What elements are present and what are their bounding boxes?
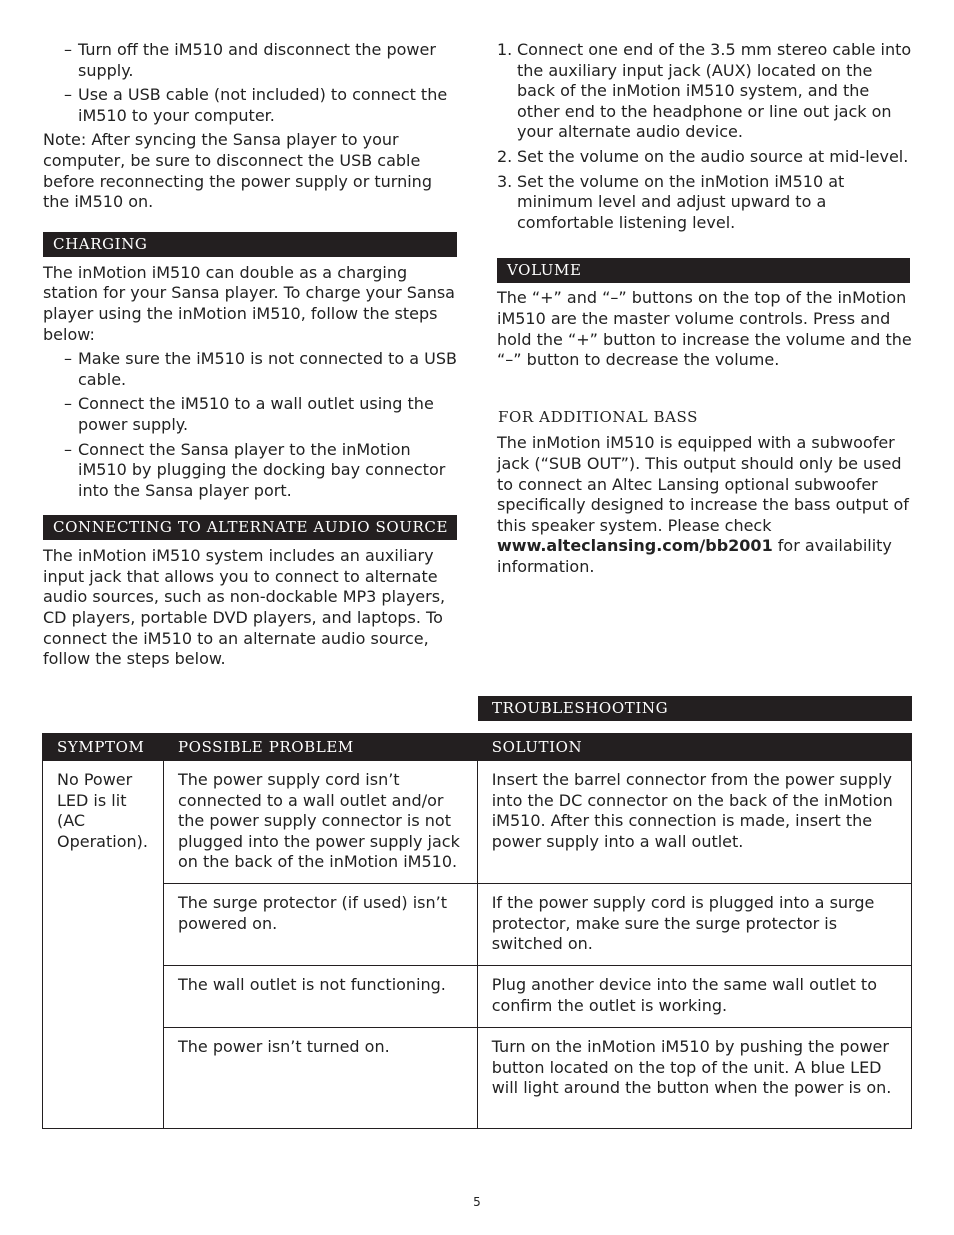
solution-cell: If the power supply cord is plugged into a surge protector, make sure the surge protector is switched on. <box>477 884 911 966</box>
page-number: 5 <box>473 1195 481 1209</box>
bass-body: The inMotion iM510 is equipped with a subwoofer jack (“SUB OUT”). This output should only be used to connect an Altec Lansing optional subwoofer specifically designed to increase the bass output of this speaker system. Please check www.alteclansing.com/bb2001 for availability information. <box>497 433 909 576</box>
troubleshooting-table <box>42 733 912 1129</box>
charging-heading: CHARGING <box>43 232 457 257</box>
aux-steps <box>497 40 913 233</box>
col-possible-problem: POSSIBLE PROBLEM <box>163 734 477 761</box>
right-column <box>497 40 913 577</box>
left-column <box>43 40 457 670</box>
list-item: 3. Set the volume on the inMotion iM510 at minimum level and adjust upward to a comfortable listening level. <box>497 171 845 232</box>
volume-heading: VOLUME <box>497 258 910 283</box>
bass-link[interactable]: www.alteclansing.com/bb2001 <box>497 536 773 556</box>
alt-audio-heading: CONNECTING TO ALTERNATE AUDIO SOURCE <box>43 515 457 540</box>
volume-body: The “+” and “–” buttons on the top of the inMotion iM510 are the master volume controls. Press and hold the “+” button to increase the volume and the “–” button to decrease the volume. <box>497 288 912 370</box>
solution-cell: Turn on the inMotion iM510 by pushing the power button located on the top of the unit. A blue LED will light around the button when the power is on. <box>477 1028 911 1129</box>
alt-audio-body: The inMotion iM510 system includes an auxiliary input jack that allows you to connect to alternate audio sources, such as non-dockable MP3 players, CD players, portable DVD players, and laptops. To connect the iM510 to an alternate audio source, follow the steps below. <box>43 546 446 669</box>
list-item: – Connect the Sansa player to the inMotion iM510 by plugging the docking bay connector into the Sansa player port. <box>64 439 446 500</box>
table-header-row <box>43 734 912 761</box>
list-item: – Use a USB cable (not included) to connect the iM510 to your computer. <box>64 85 448 125</box>
symptom-cell: No Power LED is lit (AC Operation). <box>43 761 164 1129</box>
table-row <box>43 966 912 1028</box>
list-item: 1. Connect one end of the 3.5 mm stereo cable into the auxiliary input jack (AUX) located on the back of the inMotion iM510 system, and the other end to the headphone or line out jack on your alternate audio device. <box>497 40 912 142</box>
bass-heading: FOR ADDITIONAL BASS <box>498 407 699 426</box>
problem-cell: The power isn’t turned on. <box>163 1028 477 1129</box>
table-row <box>43 884 912 966</box>
table-row <box>43 761 912 884</box>
troubleshooting-heading: TROUBLESHOOTING <box>478 696 912 721</box>
sync-note: Note: After syncing the Sansa player to your computer, be sure to disconnect the USB cable before reconnecting the power supply or turning the iM510 on. <box>43 130 432 212</box>
solution-cell: Plug another device into the same wall outlet to confirm the outlet is working. <box>477 966 911 1028</box>
table-row <box>43 1028 912 1129</box>
problem-cell: The power supply cord isn’t connected to a wall outlet and/or the power supply connector is not plugged into the power supply jack on the back of the inMotion iM510. <box>163 761 477 884</box>
col-symptom: SYMPTOM <box>43 734 164 761</box>
list-item: – Make sure the iM510 is not connected to a USB cable. <box>64 349 457 389</box>
list-item: – Connect the iM510 to a wall outlet using the power supply. <box>64 394 434 434</box>
list-item: – Turn off the iM510 and disconnect the power supply. <box>64 40 436 80</box>
col-solution: SOLUTION <box>477 734 911 761</box>
problem-cell: The wall outlet is not functioning. <box>163 966 477 1028</box>
problem-cell: The surge protector (if used) isn’t powered on. <box>163 884 477 966</box>
charging-intro: The inMotion iM510 can double as a charging station for your Sansa player. To charge your Sansa player using the inMotion iM510, follow the steps below: <box>43 262 455 344</box>
solution-cell: Insert the barrel connector from the power supply into the DC connector on the back of the inMotion iM510. After this connection is made, insert the power supply into a wall outlet. <box>477 761 911 884</box>
list-item: 2. Set the volume on the audio source at mid-level. <box>497 146 909 166</box>
